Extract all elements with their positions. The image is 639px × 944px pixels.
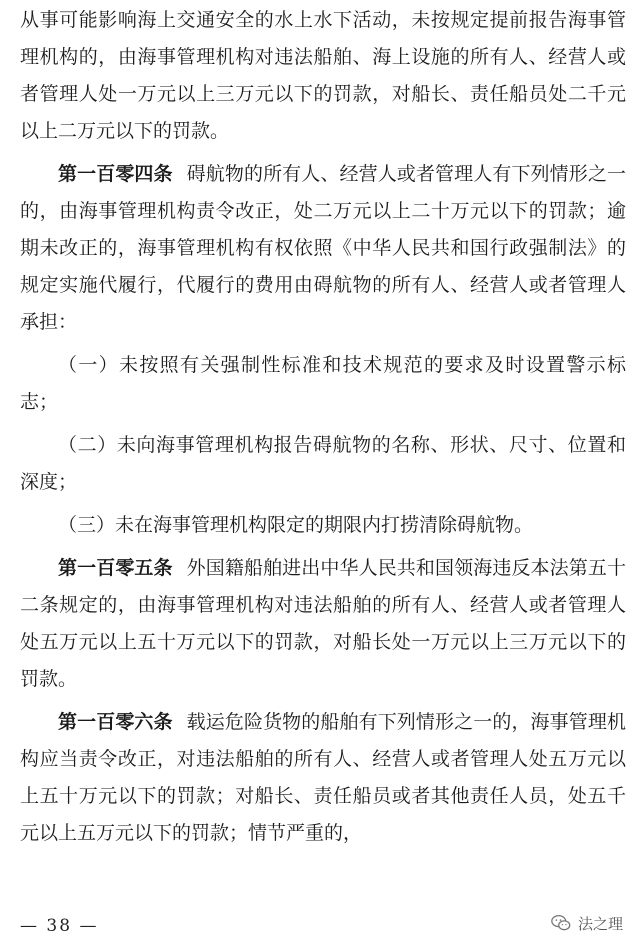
article-106-body: 载运危险货物的船舶有下列情形之一的，海事管理机构应当责令改正，对违法船舶的所有人、经营人或者管理人处五万元以上五十万元以下的罚款；对船长、责任船员或者其他责任人员，处五千元以上五万元以下的罚款；情节严重的， <box>20 711 626 844</box>
article-104-item-2: （二）未向海事管理机构报告碍航物的名称、形状、尺寸、位置和深度； <box>20 434 626 493</box>
page-number: — 38 — <box>20 916 99 936</box>
document-page <box>20 0 626 858</box>
article-104-title: 第一百零四条 <box>58 163 173 185</box>
article-104-body: 碍航物的所有人、经营人或者管理人有下列情形之一的，由海事管理机构责令改正，处二万元以上二十万元以下的罚款；逾期未改正的，海事管理机构有权依照《中华人民共和国行政强制法》的规定实施代履行，代履行的费用由碍航物的所有人、经营人或者管理人承担： <box>20 163 626 333</box>
article-105-title: 第一百零五条 <box>58 557 173 579</box>
article-106-title: 第一百零六条 <box>58 711 173 733</box>
article-104 <box>20 156 626 341</box>
article-106 <box>20 704 626 852</box>
watermark <box>550 912 623 934</box>
article-105-body: 外国籍船舶进出中华人民共和国领海违反本法第五十二条规定的，由海事管理机构对违法船舶的所有人、经营人或者管理人处五万元以上五十万元以下的罚款，对船长处一万元以上三万元以下的罚款。 <box>20 557 626 690</box>
article-104-item-1: （一）未按照有关强制性标准和技术规范的要求及时设置警示标志； <box>20 354 626 413</box>
article-105 <box>20 550 626 698</box>
wechat-icon <box>550 912 572 934</box>
article-104-item-3: （三）未在海事管理机构限定的期限内打捞清除碍航物。 <box>58 514 534 536</box>
watermark-text: 法之理 <box>577 914 623 933</box>
paragraph-intro: 从事可能影响海上交通安全的水上水下活动，未按规定提前报告海事管理机构的，由海事管理机构对违法船舶、海上设施的所有人、经营人或者管理人处一万元以上三万元以下的罚款，对船长、责任船员处二千元以上二万元以下的罚款。 <box>20 9 626 142</box>
